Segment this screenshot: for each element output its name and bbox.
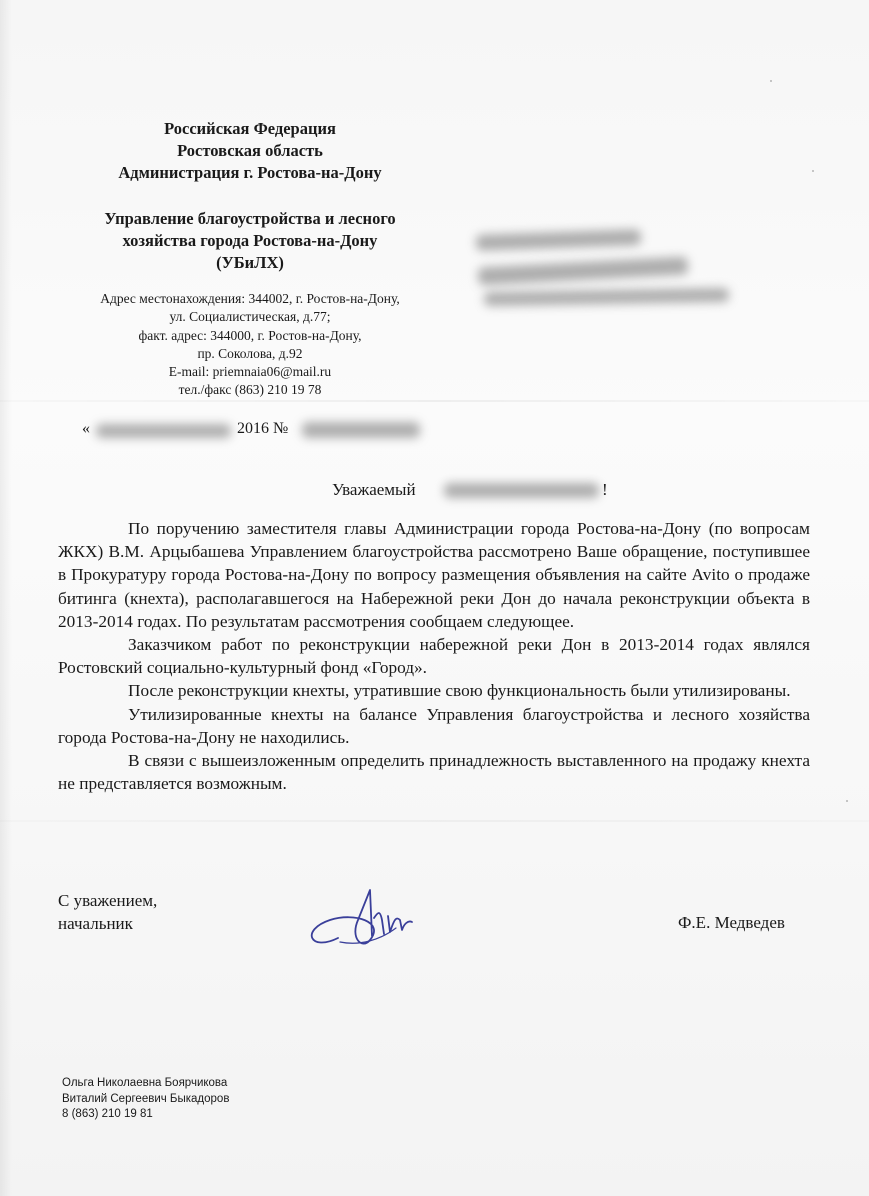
signer-name: Ф.Е. Медведев (678, 913, 785, 932)
salutation: Уважаемый (332, 480, 416, 499)
body-paragraph: После реконструкции кнехты, утратившие свою функциональность были утилизированы. (128, 681, 791, 701)
closing-position: начальник (58, 914, 133, 933)
handwritten-signature (300, 880, 430, 960)
body-paragraph: Заказчиком работ по реконструкции набережной реки Дон в 2013-2014 годах являлся Ростовский социально-культурный фонд «Город». (58, 635, 810, 678)
greeting (332, 480, 608, 500)
date-year-number: 2016 № (237, 420, 289, 437)
redacted-reg-number (302, 422, 420, 438)
signature-stroke (312, 890, 412, 944)
redacted-date (96, 424, 231, 438)
address-line: ул. Социалистическая, д.77; (169, 309, 331, 325)
letterhead-country: Российская Федерация (164, 119, 336, 138)
body-paragraph: По поручению заместителя главы Администрации города Ростова-на-Дону (по вопросам ЖКХ) В.М. Арцыбашева Управлением благоустройства рассмотрено Ваше обращение, поступившее в Прокуратуру города Ростова-на-Дону по вопросу размещения объявления на сайте Avito о продаже битинга (кнехта), располагавшегося на Набережной реки Дон до начала реконструкции объекта в 2013-2014 годах. По результатам рассмотрения сообщаем следующее. (58, 519, 810, 631)
letterhead-region: Ростовская область (177, 141, 323, 160)
scan-speck (812, 170, 814, 172)
body-paragraph: В связи с вышеизложенным определить принадлежность выставленного на продажу кнехта не представляется возможным. (58, 751, 810, 794)
date-open-quote: « (82, 420, 90, 437)
letterhead-department (60, 208, 440, 274)
scan-speck (846, 800, 848, 802)
closing (58, 889, 157, 935)
contact-person: Виталий Сергеевич Быкадоров (62, 1092, 230, 1105)
letter-body (58, 517, 810, 795)
redacted-recipient-line (478, 257, 689, 286)
letterhead-authority (60, 118, 440, 184)
scan-speck (770, 80, 772, 82)
contact-person: Ольга Николаевна Боярчикова (62, 1077, 228, 1089)
address-line: факт. адрес: 344000, г. Ростов-на-Дону, (138, 327, 362, 343)
address-line: пр. Соколова, д.92 (197, 345, 303, 361)
contact-phone: 8 (863) 210 19 81 (62, 1108, 153, 1120)
paper-fold-line (0, 400, 869, 402)
closing-regards: С уважением, (58, 891, 158, 910)
page-edge-shadow (0, 0, 12, 1196)
department-name-line1: Управление благоустройства и лесного (104, 209, 396, 228)
email-line: E-mail: priemnaia06@mail.ru (168, 364, 332, 380)
address-line: Адрес местонахождения: 344002, г. Ростов-на-Дону, (100, 291, 400, 306)
body-paragraph: Утилизированные кнехты на балансе Управления благоустройства и лесного хозяйства города Ростова-на-Дону не находились. (58, 704, 810, 747)
redacted-recipient-line (476, 229, 641, 251)
letterhead-administration: Администрация г. Ростова-на-Дону (118, 163, 382, 182)
department-name-line2: хозяйства города Ростова-на-Дону (122, 231, 378, 250)
department-abbreviation: (УБиЛХ) (216, 253, 284, 272)
redacted-addressee-name (444, 483, 599, 498)
contact-persons (62, 1076, 229, 1123)
phone-fax-line: тел./факс (863) 210 19 78 (178, 382, 322, 398)
salutation-exclamation: ! (602, 480, 608, 499)
paper-fold-line (0, 820, 869, 822)
letterhead-address (60, 290, 440, 400)
redacted-recipient-line (484, 288, 729, 306)
